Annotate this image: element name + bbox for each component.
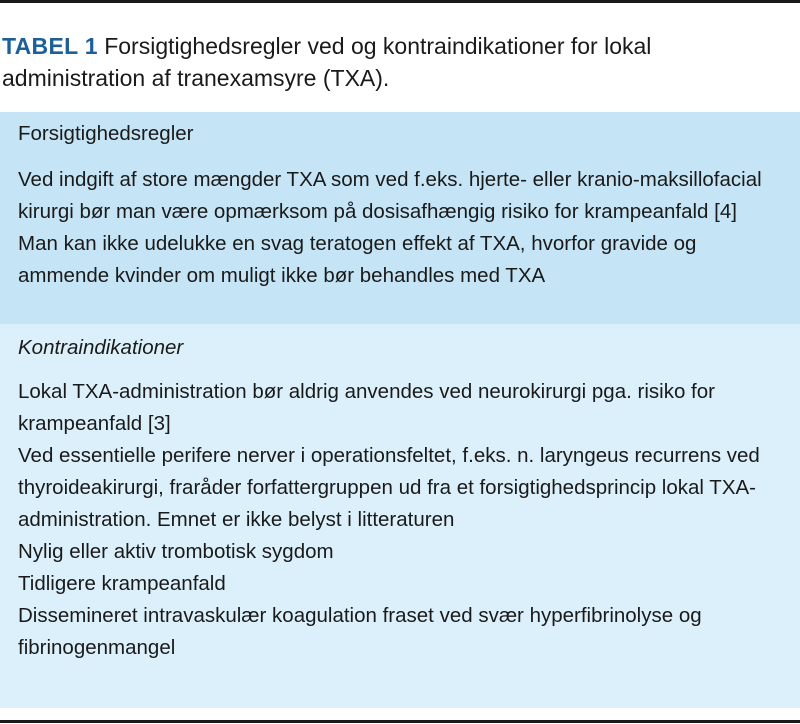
list-item: Dissemineret intravaskulær koagulation fraset ved svær hyperfibrinolyse og fibrinogenmangel [18,604,702,659]
table-title: Forsigtighedsregler ved og kontraindikationer for lokal administration af tranexamsyre (TXA). [2,33,652,91]
list-item: Man kan ikke udelukke en svag teratogen effekt af TXA, hvorfor gravide og ammende kvinder om muligt ikke bør behandles med TXA [18,232,697,287]
precautions-heading: Forsigtighedsregler [18,122,194,145]
list-item: Ved essentielle perifere nerver i operationsfeltet, f.eks. n. laryngeus recurrens ved thyroideakirurgi, fraråder forfattergruppen ud fra et forsigtighedsprincip lokal TXA-administration. Emnet er ikke belyst i litteraturen [18,444,760,531]
list-item: Lokal TXA-administration bør aldrig anvendes ved neurokirurgi pga. risiko for krampeanfald [3] [18,380,715,435]
list-item: Tidligere krampeanfald [18,572,226,595]
list-item: Nylig eller aktiv trombotisk sygdom [18,540,334,563]
table-label: TABEL 1 [2,33,98,59]
precautions-list [18,164,792,292]
bottom-rule [0,720,800,723]
list-item: Ved indgift af store mængder TXA som ved f.eks. hjerte- eller kranio-maksillofacial kirurgi bør man være opmærksom på dosisafhængig risiko for krampeanfald [4] [18,168,762,223]
table-caption [2,30,792,94]
contraindications-heading: Kontraindikationer [18,336,184,359]
top-rule [0,0,800,3]
contraindications-list [18,376,792,664]
